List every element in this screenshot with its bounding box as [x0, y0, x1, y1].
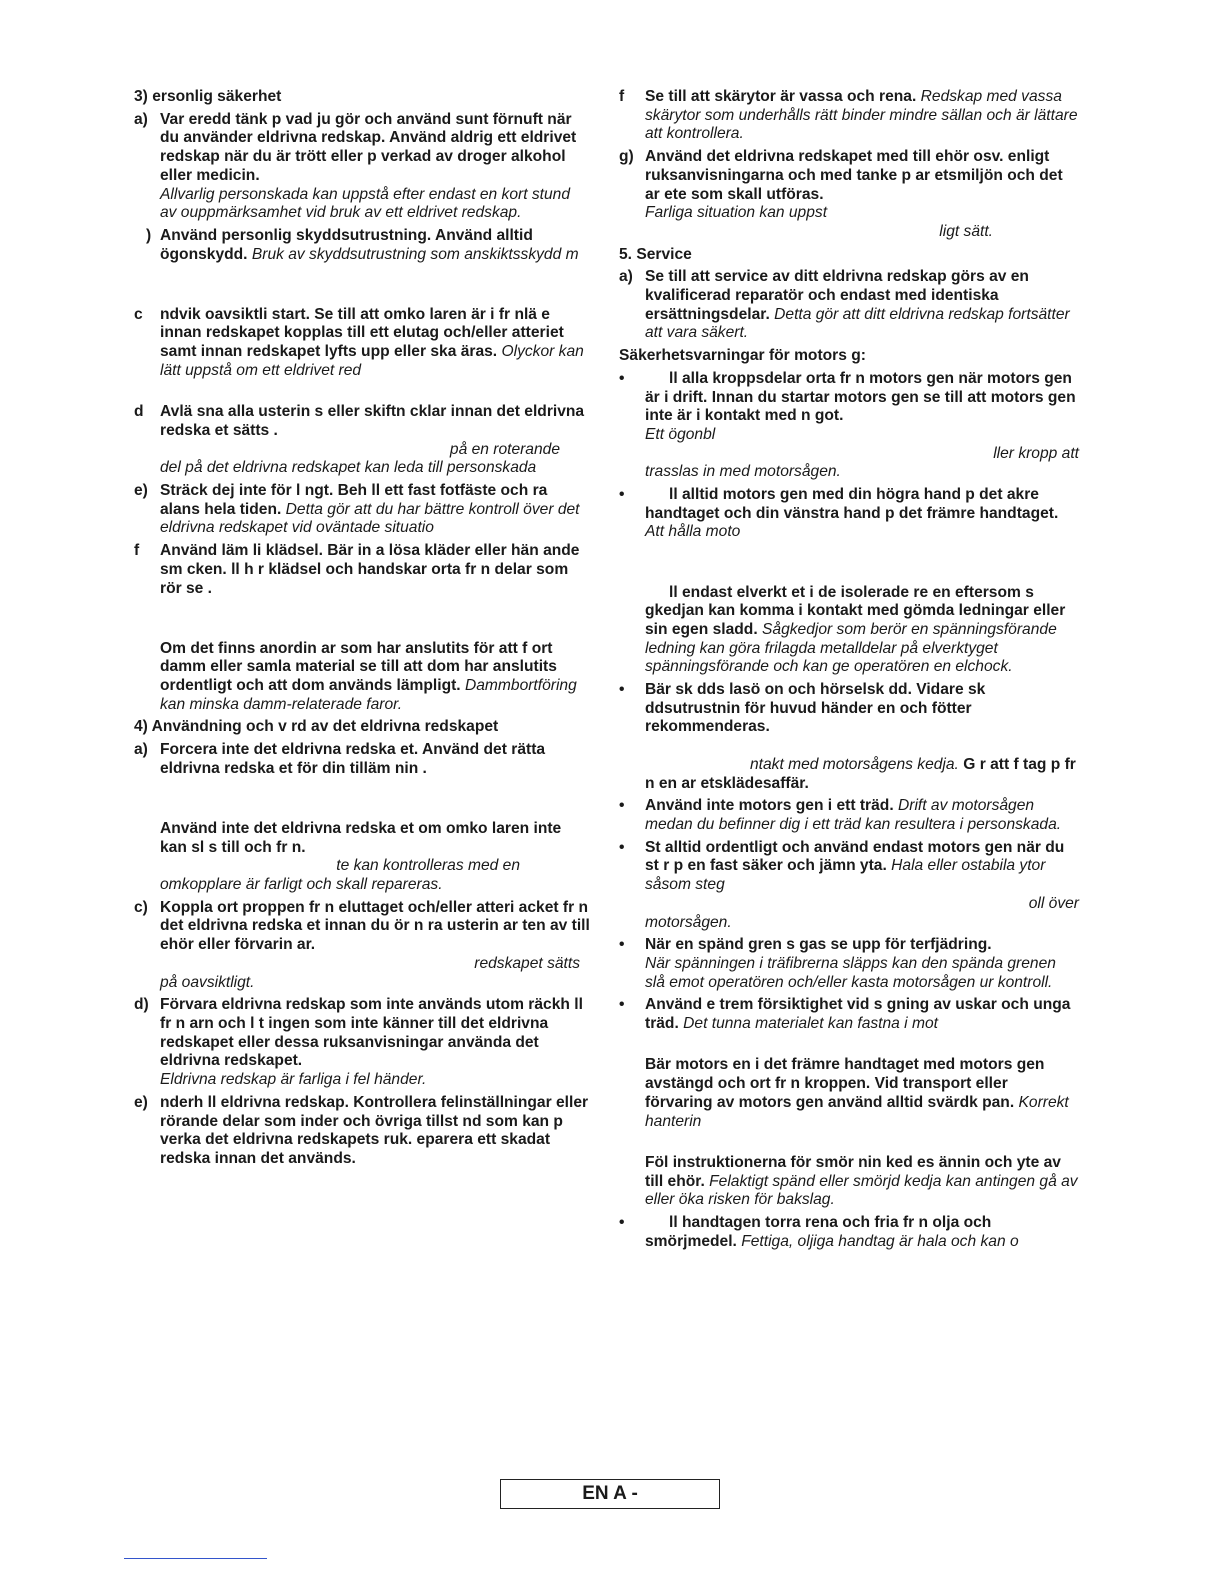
item-italic-text: ller kropp att — [993, 444, 1079, 462]
item-italic-text: När spänningen i träfibrerna släpps kan den spända grenen slå emot operatören och/eller kasta motorsågen ur kontroll. — [645, 954, 1056, 991]
item-marker: c — [134, 305, 143, 323]
item-bold-text: Koppla ort proppen fr n eluttaget och/eller atteri acket fr n det eldrivna redska et innan du ör n ra usterin ar ten av till ehör eller förvarin ar. — [160, 898, 590, 954]
item-bold-text: ll endast elverkt et i de isolerade re en eftersom s gkedjan kan komma i kontakt med gömda ledningar eller sin egen sladd. — [645, 583, 1066, 638]
item-bold-text: Använd inte motors gen i ett träd. — [645, 797, 894, 815]
list-item-5a — [619, 268, 1079, 343]
item-bold-text: ndvik oavsiktli start. Se till att omko laren är i fr nlä e innan redskapet kopplas till ett elutag och/eller atteriet samt innan redskapet lyfts upp eller ska äras. — [160, 305, 564, 361]
item-bold-text: Se till att skärytor är vassa och rena. — [645, 88, 917, 105]
item-bold-text: Var eredd tänk p vad ju gör och använd sunt förnuft när du använder eldrivna redskap. Använd aldrig ett eldrivet redskap när du är trött eller p verkad av droger alkohol eller medicin. — [160, 110, 577, 184]
item-bold-text: Forcera inte det eldrivna redska et. Använd det rätta eldrivna redska et för din tilläm nin . — [160, 741, 546, 777]
item-italic-text: Farliga situation kan uppst — [645, 204, 828, 222]
list-item-3f — [134, 542, 590, 598]
item-italic-text: på oavsiktligt. — [160, 973, 255, 991]
bullet-item — [619, 936, 1079, 992]
item-italic-text: Sågkedjor som berör en spänningsförande ledning kan göra frilagda metalldelar på elverktyget spänningsförande och kan ge operatören en elchock. — [645, 620, 1057, 676]
bullet-item — [619, 584, 1079, 678]
list-item-3c — [134, 306, 590, 381]
list-item-3d — [134, 403, 590, 478]
item-italic-text: Drift av motorsågen medan du befinner dig i ett träd kan resultera i personskada. — [645, 797, 1062, 833]
item-bold-text: När en spänd gren s gas se upp för terfjädring. — [645, 936, 992, 954]
bullet-marker: • — [619, 1214, 625, 1232]
list-item-3e — [134, 482, 590, 538]
item-italic-text: motorsågen. — [645, 913, 732, 931]
item-bold-text: Se till att service av ditt eldrivna redskap görs av en kvalificerad reparatör och endast med identiska ersättningsdelar. — [645, 268, 1029, 323]
list-item-4d — [134, 996, 590, 1090]
item-bold-text: Förvara eldrivna redskap som inte används utom räckh ll fr n arn och l t ingen som inte känner till det eldrivna redskapet eller dessa ruksanvisningar använda det eldrivna redskapet. — [160, 996, 583, 1070]
item-italic-text: Korrekt hanterin — [645, 1093, 1069, 1130]
item-marker: e) — [134, 1093, 148, 1111]
section-heading-5: 5. Service — [619, 245, 692, 263]
item-marker: e) — [134, 482, 148, 500]
bullet-marker: • — [619, 936, 625, 954]
item-bold-text: G r att f tag p fr n en ar etsklädesaffär. — [645, 755, 1076, 792]
bullet-marker: • — [619, 681, 625, 699]
item-bold-text: Använd personlig skyddsutrustning. Använd alltid ögonskydd. — [160, 226, 533, 263]
item-bold-text: nderh ll eldrivna redskap. Kontrollera felinställningar eller rörande delar som inder och övriga tillst nd som kan p verka det eldrivna redskapets ruk. eparera ett skadat redska innan det används. — [160, 1093, 589, 1167]
item-italic-text: Fettiga, oljiga handtag är hala och kan o — [741, 1232, 1019, 1250]
bullet-item — [619, 486, 1079, 542]
item-bold-text: St alltid ordentligt och använd endast motors gen när du st r p en fast säker och jämn yta. — [645, 838, 1065, 875]
item-italic-text: trasslas in med motorsågen. — [645, 463, 841, 481]
bullet-item — [619, 681, 1079, 793]
item-bold-text: Sträck dej inte för l ngt. Beh ll ett fast fotfäste och ra alans hela tiden. — [160, 482, 548, 518]
list-item-4b — [134, 820, 590, 895]
list-item-3b — [134, 227, 590, 264]
item-italic-text: Eldrivna redskap är farliga i fel händer. — [160, 1071, 427, 1089]
item-marker: c) — [134, 898, 148, 916]
bullet-marker: • — [619, 369, 625, 387]
item-marker: a) — [134, 110, 148, 128]
item-marker: f — [619, 88, 625, 105]
item-bold-text: Avlä sna alla usterin s eller skiftn cklar innan det eldrivna redska et sätts . — [160, 403, 585, 439]
item-italic-text: på en roterande — [449, 440, 560, 458]
item-italic-text: ligt sätt. — [939, 222, 993, 240]
bullet-item — [619, 1214, 1079, 1251]
item-italic-text: ntakt med motorsågens kedja. — [750, 755, 959, 773]
left-column — [134, 88, 590, 1169]
bullet-item — [619, 1154, 1079, 1210]
bullet-marker: • — [619, 838, 625, 856]
item-italic-text: Dammbortföring kan minska damm-relaterade faror. — [160, 677, 577, 713]
item-bold-text: ll alltid motors gen med din högra hand p det akre handtaget och din vänstra hand p det främre handtaget. — [645, 486, 1059, 522]
item-italic-text: del på det eldrivna redskapet kan leda till personskada — [160, 459, 537, 477]
item-italic-text: Redskap med vassa skärytor som underhålls rätt binder mindre sällan och är lättare att kontrollera. — [645, 88, 1078, 143]
bullet-item — [619, 1056, 1079, 1131]
item-bold-text: Bär motors en i det främre handtaget med motors gen avstängd och ort fr n kroppen. Vid transport eller förvaring av motors gen använd alltid svärdk pan. — [645, 1056, 1045, 1111]
item-italic-text: Det tunna materialet kan fastna i mot — [683, 1015, 938, 1033]
item-marker: d) — [134, 996, 149, 1014]
bullet-marker: • — [619, 996, 625, 1014]
item-bold-text: Om det finns anordin ar som har anslutits för att f ort damm eller samla material se till att dom har anslutits ordentligt och att dom används lämpligt. — [160, 639, 557, 695]
bullet-item — [619, 839, 1079, 933]
item-bold-text: ll alla kroppsdelar orta fr n motors gen när motors gen är i drift. Innan du startar motors gen se till att motors gen inte är i kontakt med n got. — [645, 369, 1076, 425]
item-marker: d — [134, 403, 144, 421]
item-bold-text: ll handtagen torra rena och fria fr n olja och smörjmedel. — [645, 1214, 992, 1250]
item-bold-text: Använd läm li klädsel. Bär in a lösa kläder eller hän ande sm cken. ll h r klädsel och handskar orta fr n delar som rör se . — [160, 542, 580, 597]
item-italic-text: Allvarlig personskada kan uppstå efter endast en kort stund av ouppmärksamhet vid bruk av ett eldrivet redskap. — [160, 185, 571, 222]
bullet-item — [619, 797, 1079, 834]
item-marker: f — [134, 542, 140, 560]
item-italic-text: Olyckor kan lätt uppstå om ett eldrivet red — [160, 343, 584, 379]
item-italic-text: Att hålla moto — [645, 523, 741, 541]
item-marker: a) — [619, 268, 633, 286]
item-italic-text: Detta gör att ditt eldrivna redskap fortsätter att vara säkert. — [645, 305, 1070, 342]
item-italic-text: oll över — [1028, 894, 1079, 912]
right-column — [619, 88, 1079, 1251]
bullet-marker: • — [619, 486, 625, 504]
bullet-item — [619, 996, 1079, 1033]
section-heading-3: 3) ersonlig säkerhet — [134, 88, 282, 105]
item-italic-text: redskapet sätts — [474, 954, 580, 972]
item-bold-text: Använd inte det eldrivna redska et om omko laren inte kan sl s till och fr n. — [160, 819, 562, 856]
item-italic-text: Ett ögonbl — [645, 425, 716, 443]
bullet-marker: • — [619, 797, 625, 815]
item-italic-text: Felaktigt spänd eller smörjd kedja kan antingen gå av eller öka risken för bakslag. — [645, 1172, 1078, 1209]
page-footer-label: EN A - — [500, 1479, 720, 1509]
item-italic-text: Detta gör att du har bättre kontroll över det eldrivna redskapet vid oväntade situatio — [160, 500, 580, 537]
list-item-g — [619, 148, 1079, 242]
list-item-f — [619, 88, 1079, 144]
item-italic-text: te kan kontrolleras med en — [336, 857, 520, 875]
item-italic-text: Bruk av skyddsutrustning som anskiktsskydd m — [251, 245, 579, 263]
item-marker: ) — [146, 226, 152, 244]
item-bold-text: Bär sk dds lasö on och hörselsk dd. Vidare sk ddsutrustnin för huvud händer en och fötter rekommenderas. — [645, 681, 986, 736]
footnote-rule — [124, 1558, 267, 1559]
item-italic-text: omkopplare är farligt och skall repareras. — [160, 876, 443, 894]
list-item-4a — [134, 741, 590, 778]
item-marker: g) — [619, 148, 634, 166]
list-item-3g — [134, 640, 590, 715]
item-marker: a) — [134, 741, 148, 759]
section-heading-4: 4) Användning och v rd av det eldrivna redskapet — [134, 718, 499, 736]
warnings-title: Säkerhetsvarningar för motors g: — [619, 347, 866, 365]
list-item-4e — [134, 1094, 590, 1169]
item-bold-text: Använd det eldrivna redskapet med till ehör osv. enligt ruksanvisningarna och med tanke p ar etsmiljön och det ar ete som skall utföras. — [645, 148, 1063, 203]
item-bold-text: Föl instruktionerna för smör nin ked es ännin och yte av till ehör. — [645, 1153, 1061, 1190]
list-item-4c — [134, 899, 590, 993]
bullet-item — [619, 370, 1079, 482]
item-italic-text: Hala eller ostabila ytor såsom steg — [645, 857, 1046, 894]
list-item-3a — [134, 111, 590, 223]
item-bold-text: Använd e trem försiktighet vid s gning av uskar och unga träd. — [645, 996, 1071, 1033]
